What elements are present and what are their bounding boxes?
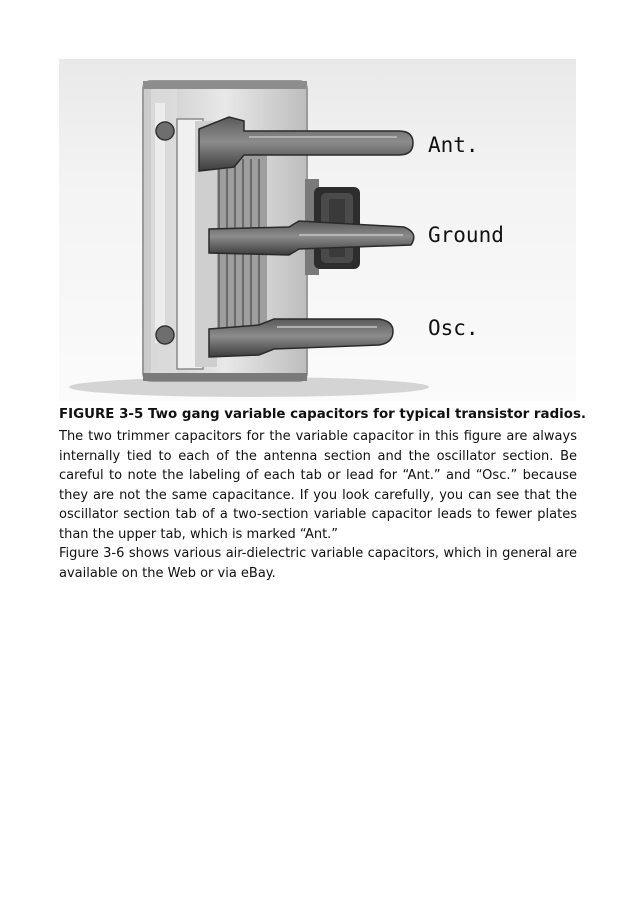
screw-bottom: [156, 326, 174, 344]
label-ground: Ground: [428, 223, 504, 247]
figure-caption-title: FIGURE 3-5 Two gang variable capacitors for typical transistor radios.: [59, 407, 587, 422]
label-ant: Ant.: [428, 133, 479, 157]
screw-top: [156, 122, 174, 140]
capacitor-photo: [59, 59, 576, 401]
figure-caption-body: The two trimmer capacitors for the variable capacitor in this figure are always internally tied to each of the antenna section and the oscillator section. Be careful to note the labeling of each tab or lead for “Ant.” and “Osc.” because they are not the same capacitance. If you look carefully, you can see that the oscillator section tab of a two-section variable capacitor leads to fewer plates than the upper tab, which is marked “Ant.”: [59, 429, 577, 542]
label-osc: Osc.: [428, 316, 479, 340]
body-paragraph: Figure 3-6 shows various air-dielectric variable capacitors, which in general are available on the Web or via eBay.: [59, 546, 577, 581]
